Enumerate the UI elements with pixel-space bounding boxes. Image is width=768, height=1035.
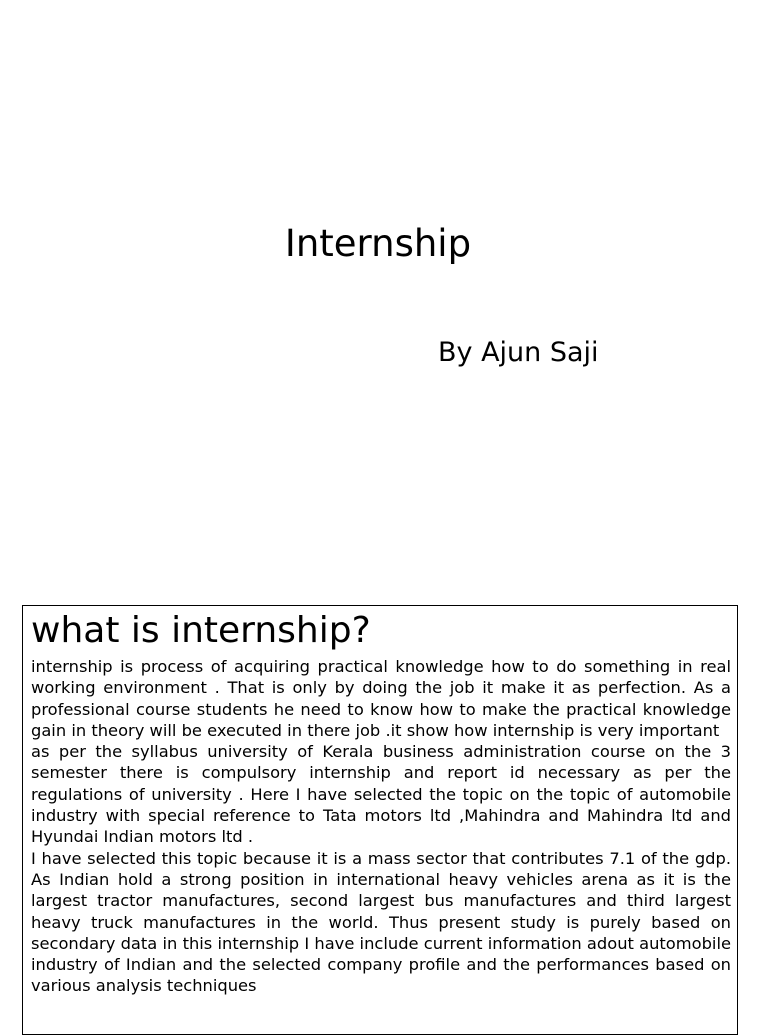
content-slide xyxy=(22,605,738,1035)
slide-title: Internship xyxy=(284,222,472,265)
paragraph-definition: internship is process of acquiring practical knowledge how to do something in real working environment . That is only by doing the job it make it as perfection. As a professional course students he need to know how to make the practical knowledge gain in theory will be executed in there job .it show how internship is very important xyxy=(31,657,731,740)
content-heading: what is internship? xyxy=(31,610,371,651)
paragraph-syllabus: as per the syllabus university of Kerala business administration course on the 3 semester there is compulsory internship and report id necessary as per the regulations of university . Here I have selected the topic on the topic of automobile industry with special reference to Tata motors ltd ,Mahindra and Mahindra ltd and Hyundai Indian motors ltd . xyxy=(31,742,731,847)
slide-subtitle-author: By Ajun Saji xyxy=(438,337,599,368)
paragraph-topic-reason: I have selected this topic because it is a mass sector that contributes 7.1 of the gdp. As Indian hold a strong position in international heavy vehicles arena as it is the largest tractor manufactures, second largest bus manufactures and third largest heavy truck manufactures in the world. Thus present study is purely based on secondary data in this internship I have include current information adout automobile industry of Indian and the selected company profile and the performances based on various analysis techniques xyxy=(31,848,731,996)
content-body xyxy=(31,656,731,997)
